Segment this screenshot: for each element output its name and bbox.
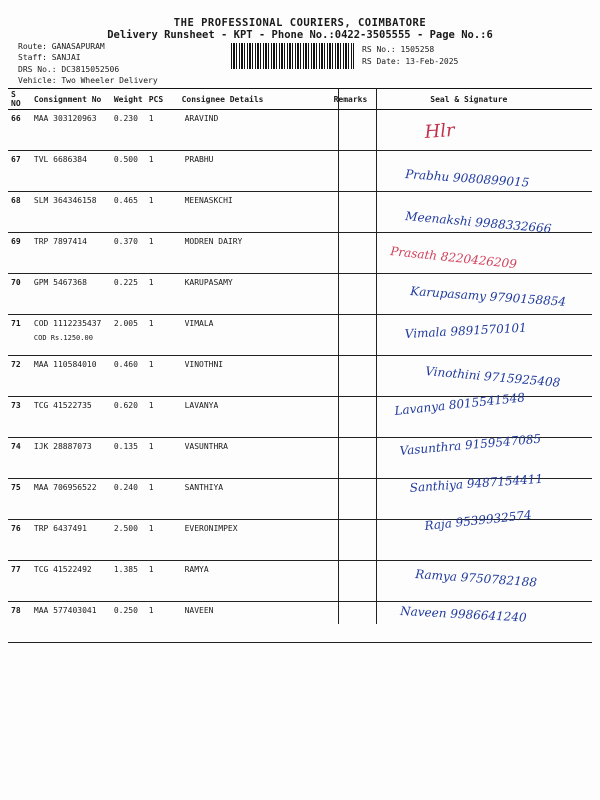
row-pcs-text: 1: [148, 114, 154, 123]
rs-number: RS No.: 1505258: [362, 45, 435, 54]
row-consignee: [179, 315, 331, 356]
row-sno: [8, 192, 31, 233]
row-consignee: [179, 438, 331, 479]
row-pcs-text: 1: [148, 237, 154, 246]
rs-date: RS Date: 13-Feb-2025: [362, 57, 459, 66]
row-sno-text: 69: [11, 237, 21, 246]
row-consignee: [179, 192, 331, 233]
row-sno: [8, 561, 31, 602]
row-sno-text: 75: [11, 483, 21, 492]
row-weight: [111, 397, 146, 438]
row-consignee: [179, 397, 331, 438]
col-consignment: Consignment No: [31, 89, 111, 110]
row-sno-text: 70: [11, 278, 21, 287]
row-pcs: [146, 315, 179, 356]
row-consignee: [179, 151, 331, 192]
row-consignment: [31, 397, 111, 438]
row-weight: [111, 274, 146, 315]
row-consignment: [31, 315, 111, 356]
row-weight: [111, 602, 146, 643]
row-weight: [111, 479, 146, 520]
row-consignment-text: TCG 41522492: [33, 565, 92, 574]
col-pcs: PCS: [146, 89, 179, 110]
row-weight-text: 0.250: [113, 606, 138, 615]
row-consignee-text: NAVEEN: [184, 606, 214, 615]
row-weight-text: 0.500: [113, 155, 138, 164]
row-sno: [8, 397, 31, 438]
row-sno: [8, 602, 31, 643]
row-consignee-text: VASUNTHRA: [184, 442, 228, 451]
row-sno-text: 68: [11, 196, 21, 205]
row-pcs-text: 1: [148, 565, 154, 574]
row-sno-text: 73: [11, 401, 21, 410]
row-consignment-text: TVL 6686384: [33, 155, 87, 164]
row-pcs: [146, 520, 179, 561]
row-weight-text: 0.230: [113, 114, 138, 123]
handwritten-signature: Ramya 9750782188: [414, 567, 538, 590]
row-pcs-text: 1: [148, 606, 154, 615]
row-consignee: [179, 520, 331, 561]
row-weight: [111, 561, 146, 602]
row-pcs-text: 1: [148, 360, 154, 369]
row-weight-text: 1.385: [113, 565, 138, 574]
row-sno: [8, 233, 31, 274]
row-consignee-text: MEENASKCHI: [184, 196, 233, 205]
remarks-divider: [338, 88, 339, 624]
handwritten-signature: Vimala 9891570101: [404, 320, 527, 341]
row-pcs: [146, 438, 179, 479]
row-pcs-text: 1: [148, 442, 154, 451]
handwritten-signature: Santhiya 9487154411: [409, 471, 544, 495]
row-sno: [8, 110, 31, 151]
col-weight: Weight: [111, 89, 146, 110]
row-weight: [111, 520, 146, 561]
row-consignment: [31, 192, 111, 233]
row-sno-text: 74: [11, 442, 21, 451]
row-weight: [111, 110, 146, 151]
row-consignment-text: MAA 110584010: [33, 360, 97, 369]
row-consignee: [179, 561, 331, 602]
row-consignee-text: SANTHIYA: [184, 483, 224, 492]
row-weight: [111, 438, 146, 479]
row-pcs: [146, 479, 179, 520]
row-weight-text: 0.465: [113, 196, 138, 205]
row-consignee: [179, 602, 331, 643]
row-pcs: [146, 151, 179, 192]
row-consignment: [31, 110, 111, 151]
row-consignment-text: TRP 6437491: [33, 524, 87, 533]
row-consignment: [31, 479, 111, 520]
row-consignee-text: EVERONIMPEX: [184, 524, 238, 533]
row-consignment-text: SLM 364346158: [33, 196, 97, 205]
handwritten-signature: Prasath 8220426209: [389, 244, 518, 272]
runsheet-subtitle: Delivery Runsheet - KPT - Phone No.:0422-3505555 - Page No.:6: [107, 29, 493, 41]
row-consignment: [31, 233, 111, 274]
row-pcs-text: 1: [148, 319, 154, 328]
row-pcs: [146, 233, 179, 274]
staff-label: Staff: SANJAI: [18, 53, 81, 62]
row-consignee-text: ARAVIND: [184, 114, 219, 123]
row-weight: [111, 233, 146, 274]
row-pcs-text: 1: [148, 155, 154, 164]
row-consignee: [179, 274, 331, 315]
row-sno-text: 72: [11, 360, 21, 369]
row-sno: [8, 356, 31, 397]
row-consignee: [179, 233, 331, 274]
row-pcs-text: 1: [148, 196, 154, 205]
row-sno-text: 78: [11, 606, 21, 615]
cod-note: COD Rs.1250.00: [33, 334, 93, 342]
row-pcs: [146, 397, 179, 438]
col-remarks: Remarks: [331, 89, 371, 110]
col-sno: S NO: [8, 89, 31, 110]
handwritten-signature: Meenakshi 9988332666: [404, 209, 552, 236]
drs-number: DRS No.: DC3815052506: [18, 65, 120, 74]
row-weight: [111, 192, 146, 233]
row-consignment-text: COD 1112235437: [33, 319, 102, 328]
row-consignment-text: IJK 28887073: [33, 442, 92, 451]
row-weight-text: 0.460: [113, 360, 138, 369]
row-consignee: [179, 110, 331, 151]
handwritten-signature: Prabhu 9080899015: [404, 167, 530, 190]
row-sno-text: 66: [11, 114, 21, 123]
row-pcs: [146, 561, 179, 602]
row-pcs: [146, 110, 179, 151]
row-consignee: [179, 479, 331, 520]
row-weight-text: 2.005: [113, 319, 138, 328]
row-weight-text: 2.500: [113, 524, 138, 533]
row-consignment: [31, 151, 111, 192]
handwritten-signature: Naveen 9986641240: [399, 604, 527, 625]
row-consignee-text: LAVANYA: [184, 401, 219, 410]
row-weight-text: 0.225: [113, 278, 138, 287]
row-sno: [8, 520, 31, 561]
row-consignee-text: VINOTHNI: [184, 360, 224, 369]
row-weight-text: 0.370: [113, 237, 138, 246]
col-signature: Seal & Signature: [370, 89, 592, 110]
row-sno-text: 67: [11, 155, 21, 164]
route-label: Route: GANASAPURAM: [18, 42, 105, 51]
row-sno: [8, 151, 31, 192]
row-pcs: [146, 274, 179, 315]
row-consignment-text: MAA 706956522: [33, 483, 97, 492]
row-sno-text: 71: [11, 319, 21, 328]
row-consignee-text: RAMYA: [184, 565, 209, 574]
row-consignment-text: TRP 7897414: [33, 237, 87, 246]
row-consignment-text: MAA 577403041: [33, 606, 97, 615]
row-consignment: [31, 602, 111, 643]
row-consignment: [31, 520, 111, 561]
signatures-layer: [340, 100, 590, 630]
row-sno-text: 76: [11, 524, 21, 533]
row-consignee-text: KARUPASAMY: [184, 278, 233, 287]
col-consignee: Consignee Details: [179, 89, 331, 110]
row-weight-text: 0.620: [113, 401, 138, 410]
row-pcs-text: 1: [148, 401, 154, 410]
row-pcs: [146, 602, 179, 643]
row-consignment: [31, 356, 111, 397]
row-pcs: [146, 192, 179, 233]
row-weight: [111, 356, 146, 397]
row-consignment-text: MAA 303120963: [33, 114, 97, 123]
barcode: [231, 43, 354, 69]
row-consignee-text: VIMALA: [184, 319, 214, 328]
row-consignment: [31, 274, 111, 315]
company-title: THE PROFESSIONAL COURIERS, COIMBATORE: [173, 17, 427, 29]
handwritten-signature: Raja 9539932574: [423, 507, 533, 533]
row-weight: [111, 315, 146, 356]
row-pcs: [146, 356, 179, 397]
row-consignment-text: GPM 5467368: [33, 278, 87, 287]
row-sno: [8, 438, 31, 479]
vehicle-label: Vehicle: Two Wheeler Delivery: [18, 76, 158, 85]
row-consignee-text: PRABHU: [184, 155, 214, 164]
row-consignee: [179, 356, 331, 397]
handwritten-signature: Hlr: [423, 119, 456, 143]
row-pcs-text: 1: [148, 524, 154, 533]
row-consignment: [31, 561, 111, 602]
row-consignee-text: MODREN DAIRY: [184, 237, 243, 246]
row-sno: [8, 274, 31, 315]
row-pcs-text: 1: [148, 483, 154, 492]
row-sno: [8, 315, 31, 356]
row-weight: [111, 151, 146, 192]
row-consignment-text: TCG 41522735: [33, 401, 92, 410]
row-pcs-text: 1: [148, 278, 154, 287]
handwritten-signature: Lavanya 8015541548: [393, 390, 526, 418]
row-sno-text: 77: [11, 565, 21, 574]
row-weight-text: 0.135: [113, 442, 138, 451]
row-weight-text: 0.240: [113, 483, 138, 492]
row-consignment: [31, 438, 111, 479]
handwritten-signature: Vasunthra 9159547085: [399, 431, 542, 458]
handwritten-signature: Vinothini 9715925408: [424, 364, 561, 390]
row-sno: [8, 479, 31, 520]
handwritten-signature: Karupasamy 9790158854: [409, 284, 567, 309]
